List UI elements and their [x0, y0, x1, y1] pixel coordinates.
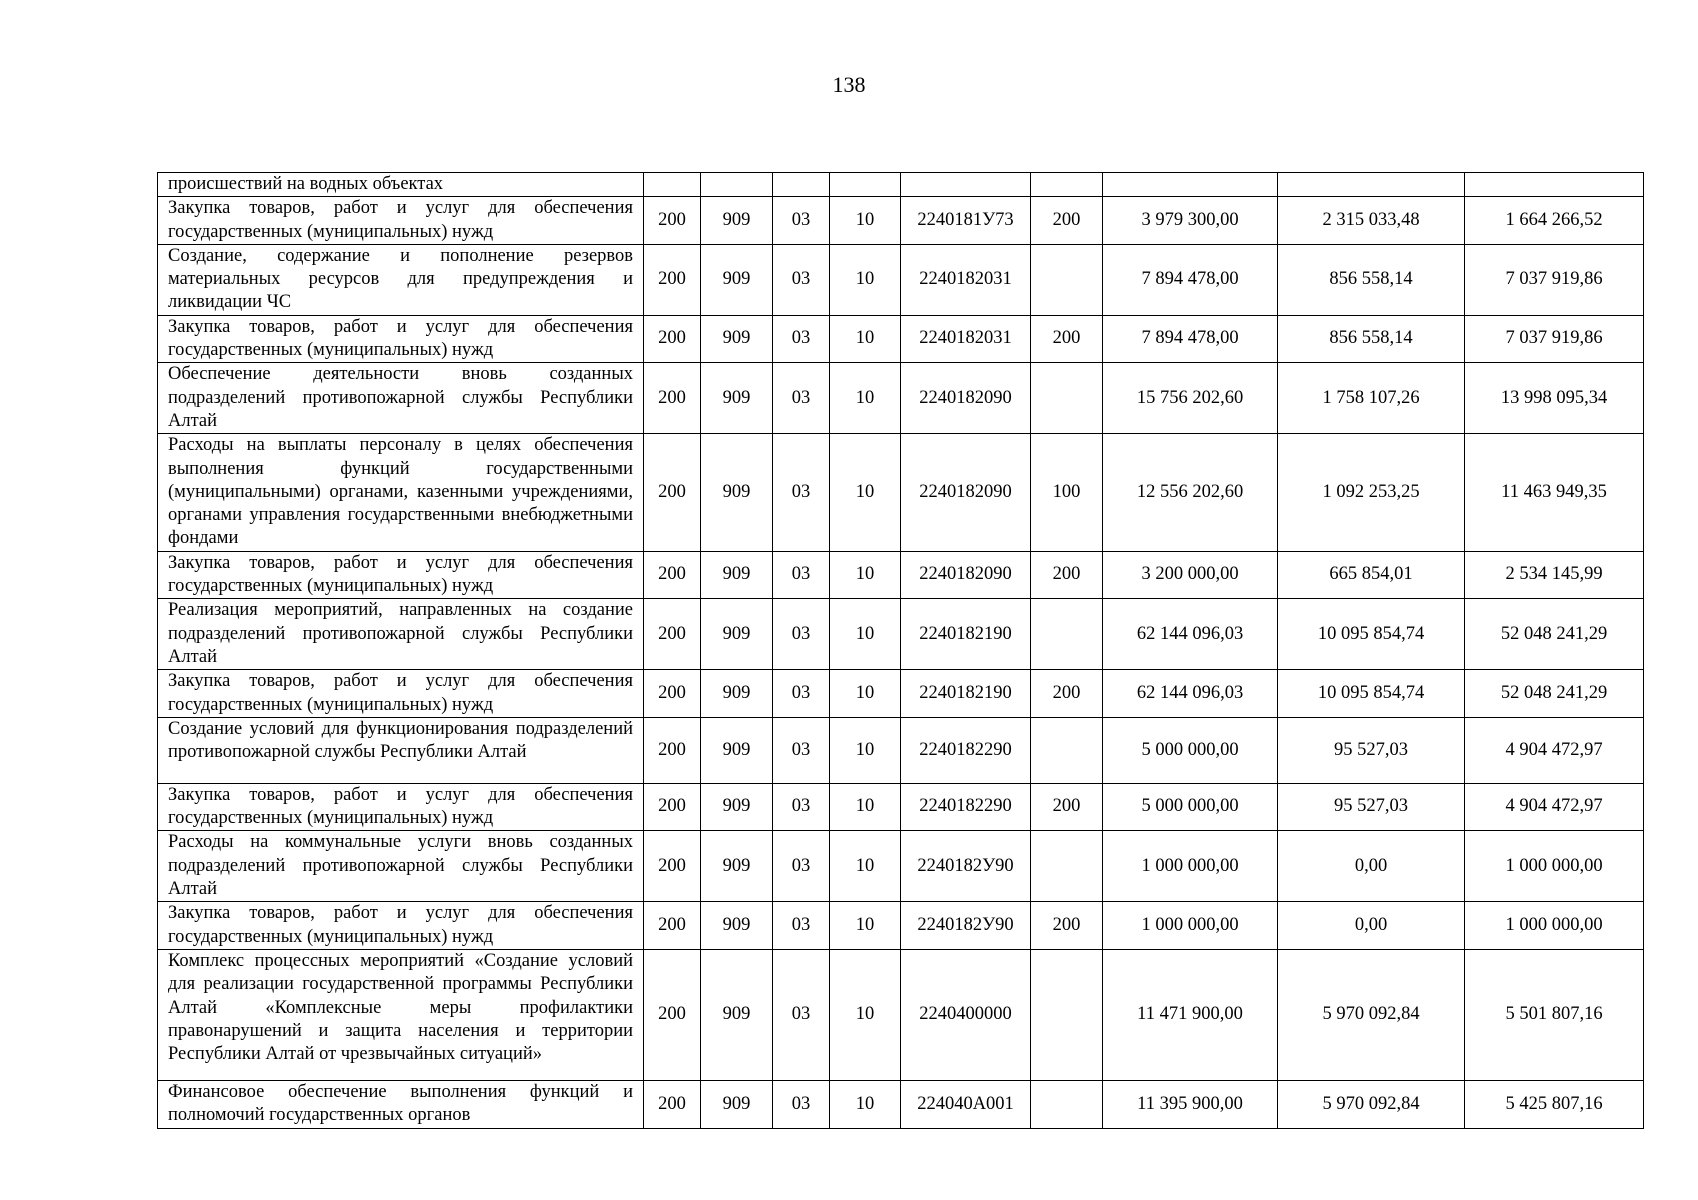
row-amount-2 [1278, 173, 1465, 197]
row-code-2: 909 [701, 831, 773, 902]
row-description: Создание, содержание и пополнение резервов материальных ресурсов для предупреждения и ликвидации ЧС [158, 244, 644, 315]
row-code-2: 909 [701, 434, 773, 551]
row-code-4: 10 [830, 244, 901, 315]
row-code-5: 2240182090 [901, 363, 1031, 434]
row-code-1: 200 [644, 949, 701, 1080]
row-code-4: 10 [830, 599, 901, 670]
row-amount-2: 2 315 033,48 [1278, 197, 1465, 245]
row-amount-1: 7 894 478,00 [1103, 315, 1278, 363]
row-code-3: 03 [773, 434, 830, 551]
row-amount-1: 1 000 000,00 [1103, 902, 1278, 950]
row-code-4: 10 [830, 1080, 901, 1128]
row-code-1: 200 [644, 783, 701, 831]
row-code-1: 200 [644, 717, 701, 783]
row-code-6 [1031, 244, 1103, 315]
row-code-5: 224040А001 [901, 1080, 1031, 1128]
row-code-5: 2240182031 [901, 244, 1031, 315]
row-code-4: 10 [830, 831, 901, 902]
row-amount-2: 856 558,14 [1278, 244, 1465, 315]
row-description: Расходы на выплаты персоналу в целях обеспечения выполнения функций государственными (муниципальными) органами, казенными учреждениями, органами управления государственными внебюджетными фондами [158, 434, 644, 551]
row-amount-2: 1 758 107,26 [1278, 363, 1465, 434]
row-amount-2: 10 095 854,74 [1278, 670, 1465, 718]
row-amount-2: 856 558,14 [1278, 315, 1465, 363]
row-code-5: 2240181У73 [901, 197, 1031, 245]
row-code-2: 909 [701, 1080, 773, 1128]
row-code-4 [830, 173, 901, 197]
row-amount-1: 5 000 000,00 [1103, 717, 1278, 783]
row-amount-1 [1103, 173, 1278, 197]
row-code-6 [1031, 363, 1103, 434]
row-code-1: 200 [644, 599, 701, 670]
row-amount-2: 95 527,03 [1278, 717, 1465, 783]
table-row [158, 244, 1644, 315]
row-code-4: 10 [830, 902, 901, 950]
row-code-6: 200 [1031, 315, 1103, 363]
row-code-6 [1031, 599, 1103, 670]
row-amount-2: 5 970 092,84 [1278, 949, 1465, 1080]
row-code-4: 10 [830, 949, 901, 1080]
table-row [158, 363, 1644, 434]
table-row [158, 551, 1644, 599]
row-amount-3: 5 501 807,16 [1465, 949, 1644, 1080]
row-amount-1: 1 000 000,00 [1103, 831, 1278, 902]
row-amount-1: 11 471 900,00 [1103, 949, 1278, 1080]
row-amount-2: 1 092 253,25 [1278, 434, 1465, 551]
row-description: Закупка товаров, работ и услуг для обеспечения государственных (муниципальных) нужд [158, 670, 644, 718]
row-code-4: 10 [830, 363, 901, 434]
table-row [158, 1080, 1644, 1128]
row-code-3 [773, 173, 830, 197]
row-code-2 [701, 173, 773, 197]
budget-table [157, 172, 1644, 1129]
row-code-1: 200 [644, 315, 701, 363]
row-code-3: 03 [773, 599, 830, 670]
row-code-6: 200 [1031, 783, 1103, 831]
row-code-4: 10 [830, 783, 901, 831]
row-code-6 [1031, 831, 1103, 902]
table-row [158, 173, 1644, 197]
row-code-6 [1031, 173, 1103, 197]
table-row [158, 717, 1644, 783]
table-body [158, 173, 1644, 1129]
row-code-1: 200 [644, 831, 701, 902]
table-row [158, 434, 1644, 551]
row-amount-3: 1 000 000,00 [1465, 831, 1644, 902]
row-code-4: 10 [830, 434, 901, 551]
row-description: происшествий на водных объектах [158, 173, 644, 197]
row-amount-3: 13 998 095,34 [1465, 363, 1644, 434]
table-row [158, 197, 1644, 245]
row-code-2: 909 [701, 551, 773, 599]
row-amount-3: 5 425 807,16 [1465, 1080, 1644, 1128]
row-code-4: 10 [830, 197, 901, 245]
row-code-1: 200 [644, 244, 701, 315]
row-code-3: 03 [773, 315, 830, 363]
table-row [158, 670, 1644, 718]
row-amount-1: 62 144 096,03 [1103, 599, 1278, 670]
row-description: Закупка товаров, работ и услуг для обеспечения государственных (муниципальных) нужд [158, 902, 644, 950]
row-code-4: 10 [830, 717, 901, 783]
row-code-5 [901, 173, 1031, 197]
row-amount-3: 7 037 919,86 [1465, 244, 1644, 315]
row-code-6 [1031, 1080, 1103, 1128]
row-amount-1: 5 000 000,00 [1103, 783, 1278, 831]
row-code-3: 03 [773, 670, 830, 718]
row-code-3: 03 [773, 949, 830, 1080]
table-row [158, 902, 1644, 950]
row-description: Закупка товаров, работ и услуг для обеспечения государственных (муниципальных) нужд [158, 197, 644, 245]
row-code-5: 2240182У90 [901, 902, 1031, 950]
row-code-1: 200 [644, 1080, 701, 1128]
row-amount-1: 3 200 000,00 [1103, 551, 1278, 599]
row-code-2: 909 [701, 315, 773, 363]
row-code-3: 03 [773, 783, 830, 831]
row-code-5: 2240182190 [901, 599, 1031, 670]
row-description: Расходы на коммунальные услуги вновь созданных подразделений противопожарной службы Республики Алтай [158, 831, 644, 902]
row-amount-3: 52 048 241,29 [1465, 599, 1644, 670]
row-description: Комплекс процессных мероприятий «Создание условий для реализации государственной программы Республики Алтай «Комплексные меры профилактики правонарушений и защита населения и территории Республики Алтай от чрезвычайных ситуаций» [158, 949, 644, 1080]
row-amount-1: 12 556 202,60 [1103, 434, 1278, 551]
row-code-6: 100 [1031, 434, 1103, 551]
row-amount-3: 11 463 949,35 [1465, 434, 1644, 551]
row-code-5: 2240182290 [901, 783, 1031, 831]
row-code-2: 909 [701, 363, 773, 434]
row-code-6: 200 [1031, 197, 1103, 245]
row-code-6 [1031, 949, 1103, 1080]
row-code-5: 2240182090 [901, 551, 1031, 599]
row-amount-3 [1465, 173, 1644, 197]
row-code-6 [1031, 717, 1103, 783]
row-description: Финансовое обеспечение выполнения функций и полномочий государственных органов [158, 1080, 644, 1128]
table-row [158, 783, 1644, 831]
page-number: 138 [832, 72, 866, 97]
row-description: Закупка товаров, работ и услуг для обеспечения государственных (муниципальных) нужд [158, 783, 644, 831]
row-amount-1: 3 979 300,00 [1103, 197, 1278, 245]
row-code-3: 03 [773, 197, 830, 245]
row-code-2: 909 [701, 197, 773, 245]
row-code-6: 200 [1031, 551, 1103, 599]
row-code-3: 03 [773, 902, 830, 950]
row-code-2: 909 [701, 599, 773, 670]
row-code-2: 909 [701, 949, 773, 1080]
row-code-6: 200 [1031, 670, 1103, 718]
row-amount-2: 10 095 854,74 [1278, 599, 1465, 670]
row-description: Создание условий для функционирования подразделений противопожарной службы Республики Алтай [158, 717, 644, 783]
row-description: Обеспечение деятельности вновь созданных подразделений противопожарной службы Республики Алтай [158, 363, 644, 434]
table-row [158, 599, 1644, 670]
row-amount-1: 15 756 202,60 [1103, 363, 1278, 434]
row-code-4: 10 [830, 315, 901, 363]
row-code-5: 2240182У90 [901, 831, 1031, 902]
row-description: Закупка товаров, работ и услуг для обеспечения государственных (муниципальных) нужд [158, 551, 644, 599]
row-amount-3: 1 664 266,52 [1465, 197, 1644, 245]
row-amount-3: 2 534 145,99 [1465, 551, 1644, 599]
row-code-3: 03 [773, 244, 830, 315]
row-code-1: 200 [644, 551, 701, 599]
row-amount-2: 0,00 [1278, 902, 1465, 950]
row-code-5: 2240182290 [901, 717, 1031, 783]
row-code-5: 2240182190 [901, 670, 1031, 718]
row-code-2: 909 [701, 717, 773, 783]
row-code-3: 03 [773, 551, 830, 599]
row-code-2: 909 [701, 670, 773, 718]
row-code-2: 909 [701, 902, 773, 950]
row-code-6: 200 [1031, 902, 1103, 950]
row-amount-3: 4 904 472,97 [1465, 783, 1644, 831]
row-amount-3: 7 037 919,86 [1465, 315, 1644, 363]
row-code-3: 03 [773, 363, 830, 434]
row-code-3: 03 [773, 1080, 830, 1128]
table-row [158, 831, 1644, 902]
row-code-1: 200 [644, 363, 701, 434]
row-code-1 [644, 173, 701, 197]
row-amount-2: 5 970 092,84 [1278, 1080, 1465, 1128]
row-code-5: 2240400000 [901, 949, 1031, 1080]
row-amount-1: 11 395 900,00 [1103, 1080, 1278, 1128]
row-code-3: 03 [773, 831, 830, 902]
row-code-2: 909 [701, 783, 773, 831]
row-code-1: 200 [644, 434, 701, 551]
row-amount-1: 62 144 096,03 [1103, 670, 1278, 718]
row-code-2: 909 [701, 244, 773, 315]
row-amount-3: 52 048 241,29 [1465, 670, 1644, 718]
row-code-5: 2240182031 [901, 315, 1031, 363]
row-amount-3: 1 000 000,00 [1465, 902, 1644, 950]
row-code-5: 2240182090 [901, 434, 1031, 551]
row-amount-1: 7 894 478,00 [1103, 244, 1278, 315]
row-amount-3: 4 904 472,97 [1465, 717, 1644, 783]
row-amount-2: 0,00 [1278, 831, 1465, 902]
row-amount-2: 95 527,03 [1278, 783, 1465, 831]
row-code-1: 200 [644, 670, 701, 718]
row-description: Закупка товаров, работ и услуг для обеспечения государственных (муниципальных) нужд [158, 315, 644, 363]
row-amount-2: 665 854,01 [1278, 551, 1465, 599]
row-description: Реализация мероприятий, направленных на создание подразделений противопожарной службы Республики Алтай [158, 599, 644, 670]
table-row [158, 949, 1644, 1080]
row-code-4: 10 [830, 551, 901, 599]
table-row [158, 315, 1644, 363]
row-code-1: 200 [644, 197, 701, 245]
row-code-4: 10 [830, 670, 901, 718]
row-code-3: 03 [773, 717, 830, 783]
row-code-1: 200 [644, 902, 701, 950]
